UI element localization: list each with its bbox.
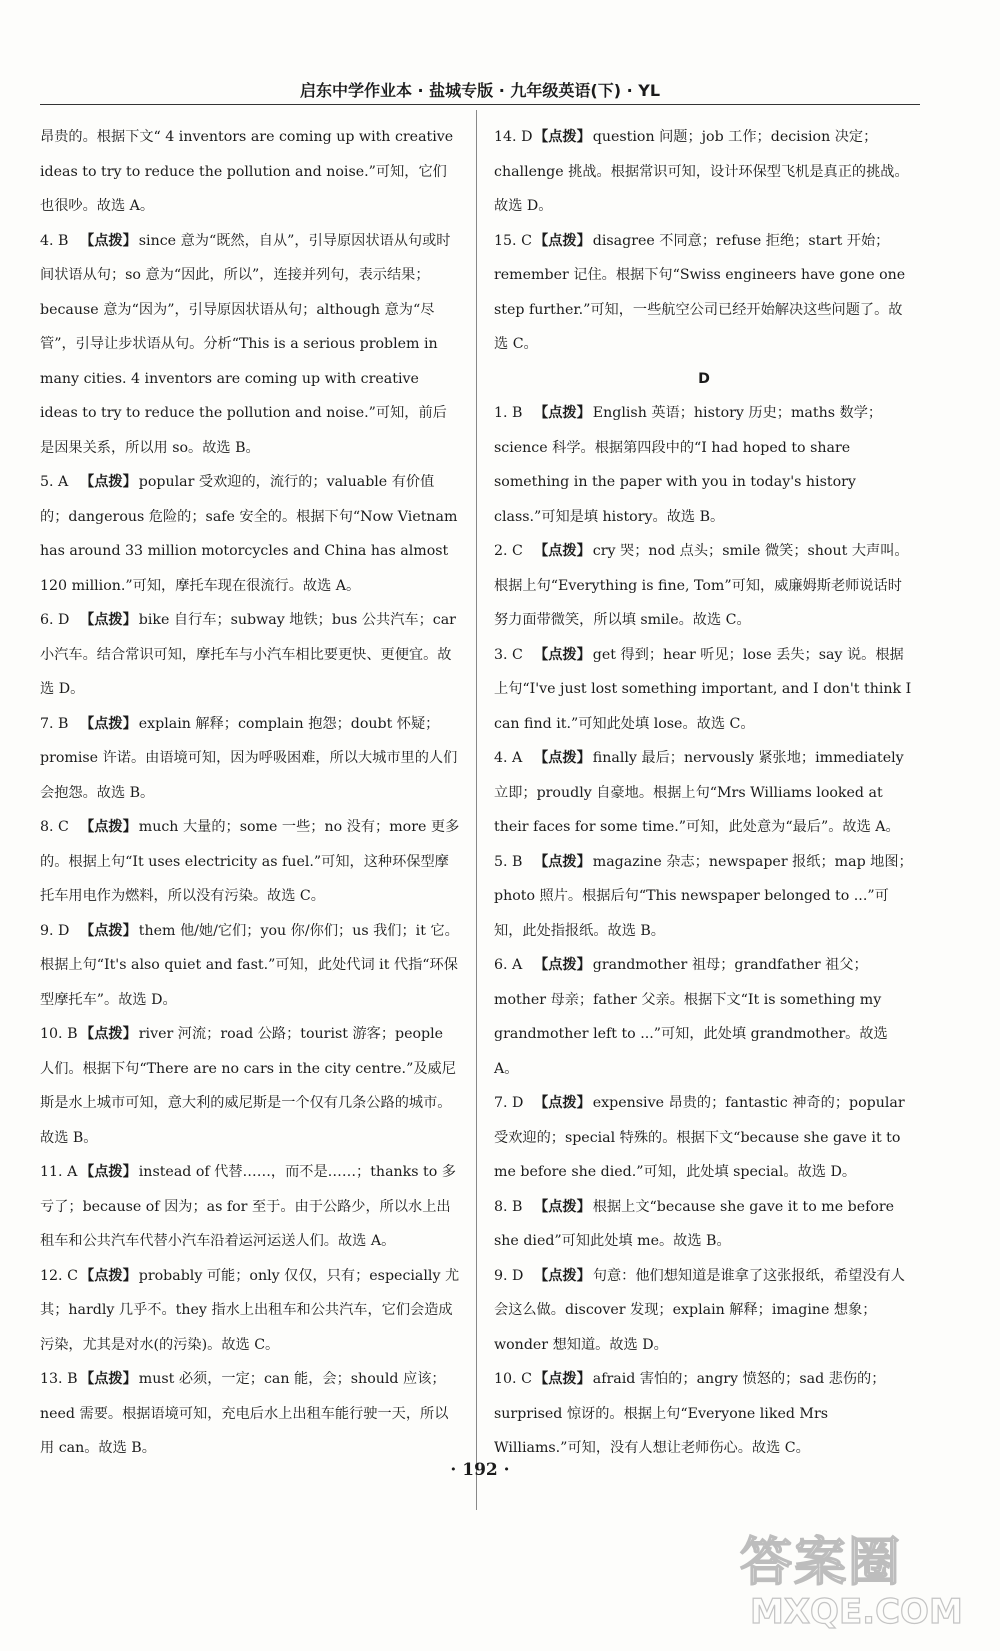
hint-tag: 【点拨】: [80, 922, 137, 939]
page-number: · 192 ·: [450, 1460, 510, 1480]
answer-item: [494, 1362, 914, 1466]
hint-tag: 【点拨】: [534, 543, 591, 559]
header-rule: [40, 104, 920, 105]
answer-text: since 意为“既然，自从”，引导原因状语从句或时间状语从句；so 意为“因此，所以”，连接并列句，表示结果；because 意为“因为”，引导原因状语从句；although 意为“尽管”，引导让步状语从句。分析“This is a serious problem in many cities. 4 inventors are coming up with creative ideas to try to reduce the pollution and noise.”可知，前后是因果关系，所以用 so。故选 B。: [40, 232, 451, 456]
hint-tag: 【点拨】: [80, 1267, 137, 1284]
answer-item: [40, 707, 460, 811]
answer-number: 8. C: [40, 819, 69, 835]
answer-item: [494, 534, 914, 638]
answer-item: [494, 1259, 914, 1363]
watermark: [740, 1520, 970, 1640]
right-column: [494, 120, 914, 1466]
answer-number: 7. B: [40, 715, 69, 732]
answer-number: 10. C: [494, 1371, 532, 1387]
answer-text: question 问题；job 工作；decision 决定；challenge 挑战。根据常识可知，设计环保型飞机是真正的挑战。故选 D。: [494, 129, 909, 214]
answer-item: [40, 465, 460, 603]
answer-number: 9. D: [40, 922, 70, 939]
answer-text: popular 受欢迎的，流行的；valuable 有价值的；dangerous 危险的；safe 安全的。根据下句“Now Vietnam has around 33 million motorcycles and China has almost 120 million.”可知，摩托车现在很流行。故选 A。: [40, 474, 458, 594]
answer-text: bike 自行车；subway 地铁；bus 公共汽车；car 小汽车。结合常识可知，摩托车与小汽车相比要更快、更便宜。故选 D。: [40, 612, 456, 697]
running-header: 启东中学作业本 · 盐城专版 · 九年级英语(下) · YL: [299, 81, 661, 100]
hint-tag: 【点拨】: [80, 1164, 137, 1180]
hint-tag: 【点拨】: [534, 646, 591, 663]
hint-tag: 【点拨】: [534, 853, 591, 870]
answer-number: 5. A: [40, 474, 69, 490]
answer-text: instead of 代替……，而不是……；thanks to 多亏了；because of 因为；as for 至于。由于公路少，所以水上出租车和公共汽车代替小汽车沿着运河运送人们。故选 A。: [40, 1164, 456, 1249]
hint-tag: 【点拨】: [534, 1267, 591, 1284]
answer-number: 13. B: [40, 1371, 78, 1387]
hint-tag: 【点拨】: [534, 750, 591, 766]
hint-tag: 【点拨】: [80, 1026, 137, 1042]
answer-number: 15. C: [494, 232, 532, 249]
answer-number: 6. D: [40, 612, 70, 628]
answer-item: [494, 120, 914, 224]
answer-number: 10. B: [40, 1026, 78, 1042]
answer-number: 4. B: [40, 232, 69, 249]
left-column: [40, 120, 460, 1466]
hint-tag: 【点拨】: [534, 1198, 591, 1215]
answer-item: [494, 396, 914, 534]
answer-item: [494, 224, 914, 362]
answer-item: [494, 1086, 914, 1190]
answer-text: them 他/她/它们；you 你/你们；us 我们；it 它。根据上句“It's also quiet and fast.”可知，此处代词 it 代指“环保型摩托车”。故选 D。: [40, 922, 459, 1008]
hint-tag: 【点拨】: [534, 129, 591, 145]
answer-text: magazine 杂志；newspaper 报纸；map 地图；photo 照片。根据后句“This newspaper belonged to ...”可知，此处指报纸。故选 B。: [494, 853, 913, 939]
hint-tag: 【点拨】: [80, 1371, 137, 1387]
hint-tag: 【点拨】: [534, 1095, 591, 1111]
answer-text: cry 哭；nod 点头；smile 微笑；shout 大声叫。根据上句“Everything is fine, Tom”可知，威廉姆斯老师说话时努力面带微笑，所以填 smile。故选 C。: [494, 543, 909, 628]
answer-item: [40, 1017, 460, 1155]
answer-text: grandmother 祖母；grandfather 祖父；mother 母亲；father 父亲。根据下文“It is something my grandmother left to ...”可知，此处填 grandmother。故选 A。: [494, 957, 888, 1077]
answer-text: afraid 害怕的；angry 愤怒的；sad 悲伤的；surprised 惊讶的。根据上句“Everyone liked Mrs Williams.”可知，没有人想让老师伤心。故选 C。: [494, 1371, 886, 1456]
answer-text: expensive 昂贵的；fantastic 神奇的；popular 受欢迎的；special 特殊的。根据下文“because she gave it to me before she died.”可知，此处填 special。故选 D。: [494, 1095, 905, 1180]
answer-item: [40, 1362, 460, 1466]
answer-text: explain 解释；complain 抱怨；doubt 怀疑；promise 许诺。由语境可知，因为呼吸困难，所以大城市里的人们会抱怨。故选 B。: [40, 715, 458, 801]
hint-tag: 【点拨】: [534, 957, 591, 973]
answer-number: 8. B: [494, 1198, 523, 1215]
answer-text: finally 最后；nervously 紧张地；immediately 立即；proudly 自豪地。根据上句“Mrs Williams looked at their faces for some time.”可知，此处意为“最后”。故选 A。: [494, 750, 904, 835]
answer-text: 根据上文“because she gave it to me before she died”可知此处填 me。故选 B。: [494, 1198, 895, 1249]
answer-text: much 大量的；some 一些；no 没有；more 更多的。根据上句“It uses electricity as fuel.”可知，这种环保型摩托车用电作为燃料，所以没有污染。故选 C。: [40, 819, 460, 904]
answer-item: [40, 1259, 460, 1363]
answer-item: [494, 845, 914, 949]
hint-tag: 【点拨】: [534, 1371, 591, 1387]
answer-item: [40, 1155, 460, 1259]
answer-item: [40, 224, 460, 466]
answer-text: disagree 不同意；refuse 拒绝；start 开始；remember 记住。根据下句“Swiss engineers have gone one step further.”可知，一些航空公司已经开始解决这些问题了。故选 C。: [494, 232, 906, 352]
section-heading: D: [698, 370, 710, 387]
answer-text: must 必须，一定；can 能，会；should 应该；need 需要。根据语境可知，充电后水上出租车能行驶一天，所以用 can。故选 B。: [40, 1371, 449, 1456]
answer-item: [40, 914, 460, 1018]
answer-number: 2. C: [494, 543, 523, 559]
watermark-logo: 答案圈: [740, 1533, 903, 1593]
hint-tag: 【点拨】: [534, 405, 591, 421]
hint-tag: 【点拨】: [80, 612, 137, 628]
answer-text: 昂贵的。根据下文“ 4 inventors are coming up with creative ideas to try to reduce the pollution and noise.”可知，它们也很吵。故选 A。: [40, 129, 454, 214]
answer-number: 9. D: [494, 1267, 524, 1284]
hint-tag: 【点拨】: [534, 232, 591, 249]
answer-text: English 英语；history 历史；maths 数学；science 科学。根据第四段中的“I had hoped to share something in the paper with you in today's history class.”可知是填 history。故选 B。: [494, 405, 883, 525]
answer-text: get 得到；hear 听见；lose 丢失；say 说。根据上句“I've just lost something important, and I don't think I can find it.”可知此处填 lose。故选 C。: [494, 646, 912, 732]
answer-number: 5. B: [494, 853, 523, 870]
answer-item: [494, 1190, 914, 1259]
hint-tag: 【点拨】: [80, 232, 137, 249]
answer-number: 12. C: [40, 1267, 78, 1284]
answer-item: [40, 120, 460, 224]
answer-item: [40, 603, 460, 707]
answer-item: [494, 741, 914, 845]
answer-item: [494, 948, 914, 1086]
watermark-url: MXQE.COM: [750, 1592, 963, 1632]
answer-number: 6. A: [494, 957, 523, 973]
answer-number: 4. A: [494, 750, 523, 766]
answer-number: 14. D: [494, 129, 533, 145]
answer-item: [494, 638, 914, 742]
hint-tag: 【点拨】: [80, 474, 137, 490]
answer-number: 7. D: [494, 1095, 524, 1111]
answer-number: 1. B: [494, 405, 523, 421]
answer-number: 11. A: [40, 1164, 78, 1180]
column-divider: [476, 110, 477, 1510]
answer-text: river 河流；road 公路；tourist 游客；people 人们。根据下句“There are no cars in the city centre.”及威尼斯是水上城市可知，意大利的威尼斯是一个仅有几条公路的城市。故选 B。: [40, 1026, 456, 1146]
answer-text: probably 可能；only 仅仅，只有；especially 尤其；hardly 几乎不。they 指水上出租车和公共汽车，它们会造成污染，尤其是对水(的污染)。故选 C。: [40, 1267, 460, 1353]
hint-tag: 【点拨】: [80, 715, 137, 732]
answer-item: [40, 810, 460, 914]
hint-tag: 【点拨】: [80, 819, 137, 835]
answer-text: 句意：他们想知道是谁拿了这张报纸，希望没有人会这么做。discover 发现；explain 解释；imagine 想象；wonder 想知道。故选 D。: [494, 1267, 905, 1353]
answer-number: 3. C: [494, 646, 523, 663]
